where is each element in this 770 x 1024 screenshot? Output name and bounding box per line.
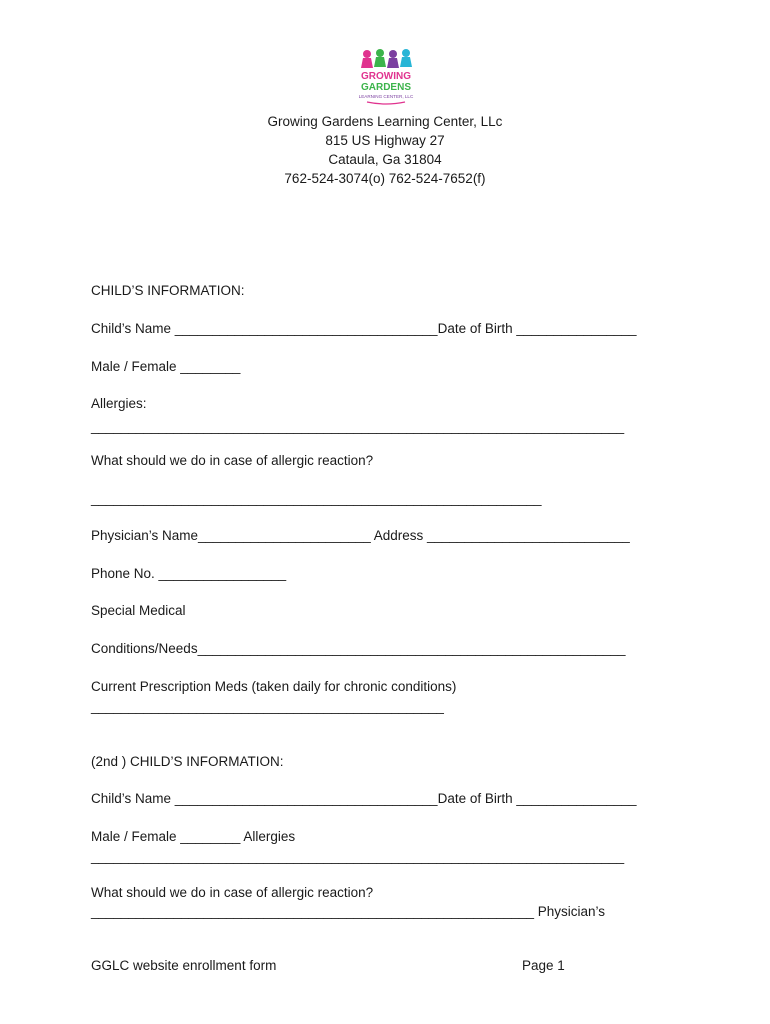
child2-name-dob-field[interactable]: Child’s Name ___________________________________Date of Birth ________________ (91, 791, 637, 806)
children-figures-icon (361, 49, 412, 68)
child2-reaction-physician-field[interactable]: ___________________________________________________________ Physician’s (91, 904, 606, 919)
center-header (0, 112, 770, 188)
child1-allergies-field[interactable]: _______________________________________________________________________ (91, 419, 625, 434)
child1-meds-label: Current Prescription Meds (taken daily for chronic conditions) (91, 679, 457, 694)
child1-heading: CHILD’S INFORMATION: (91, 283, 245, 298)
child2-allergies-field[interactable]: _______________________________________________________________________ (91, 849, 625, 864)
center-address: 815 US Highway 27 (325, 133, 445, 148)
logo-text-learning-center: LEARNING CENTER, LLC (358, 94, 414, 99)
footer-page-number: Page 1 (522, 958, 565, 973)
child1-special-medical-label: Special Medical (91, 603, 186, 618)
child1-allergies-label: Allergies: (91, 396, 147, 411)
child1-name-dob-field[interactable]: Child’s Name ___________________________________Date of Birth ________________ (91, 321, 637, 336)
child1-physician-address-field[interactable]: Physician’s Name_______________________ Address ___________________________ (91, 528, 630, 543)
child1-conditions-field[interactable]: Conditions/Needs_________________________________________________________ (91, 641, 626, 656)
child1-reaction-field[interactable]: ____________________________________________________________ (91, 491, 542, 506)
logo-text-growing: GROWING (361, 71, 411, 82)
footer-form-title: GGLC website enrollment form (91, 958, 277, 973)
logo-text-gardens: GARDENS (360, 82, 412, 93)
child2-sex-allergies-field[interactable]: Male / Female ________ Allergies (91, 829, 296, 844)
center-city: Cataula, Ga 31804 (328, 152, 442, 167)
center-phone: 762-524-3074(o) 762-524-7652(f) (284, 171, 486, 186)
child2-heading: (2nd ) CHILD’S INFORMATION: (91, 754, 284, 769)
growing-gardens-logo (355, 48, 417, 106)
center-name: Growing Gardens Learning Center, LLc (267, 114, 503, 129)
child1-meds-field[interactable]: _______________________________________________ (91, 699, 444, 714)
child1-sex-field[interactable]: Male / Female ________ (91, 359, 241, 374)
child1-reaction-question: What should we do in case of allergic reaction? (91, 453, 374, 468)
child1-phone-field[interactable]: Phone No. _________________ (91, 566, 287, 581)
child2-reaction-question: What should we do in case of allergic reaction? (91, 885, 374, 900)
